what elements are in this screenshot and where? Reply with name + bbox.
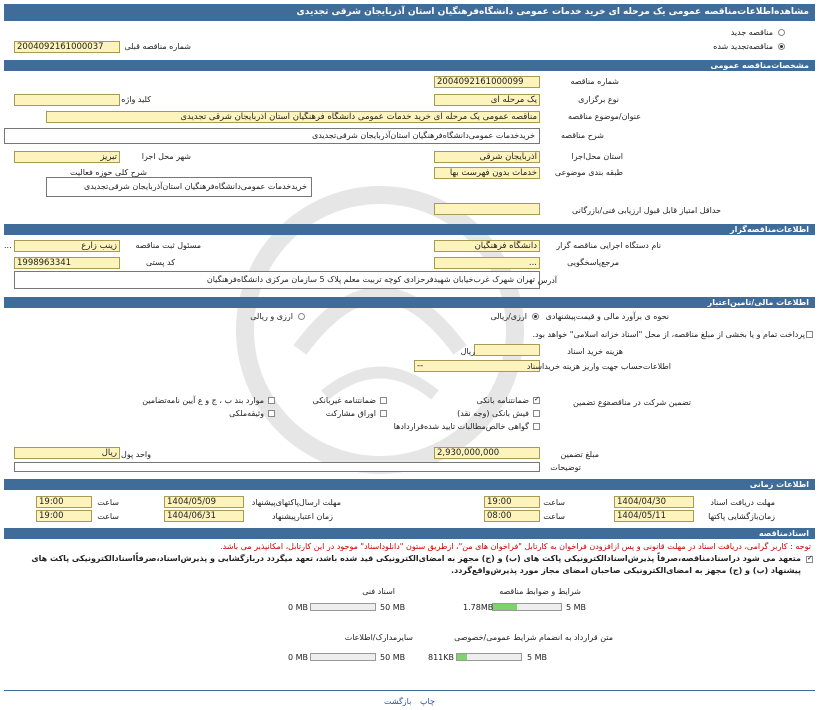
pledge-text: متعهد می شود دراسنادمناقصه،صرفاً پذیرش‌اسنادالکترونیکی پاکت های (ب) و (ج) مجهز به امضای‌الکترونیکی قید شده باشد، تعهد میگردد دربازگشایی و پذیرش‌اسناد،صرفاًاسنادالکترونیکی پاکت های پیشنهاد (ب) و (ج) مجهز به امضای‌الکترونیکی صاحبان امضای مجاز مورد پذیرش‌واقع‌گردد.: [31, 554, 801, 575]
doc4-label: سایرمدارک/اطلاعات: [344, 633, 413, 642]
receive-date-field: 1404/04/30: [614, 496, 694, 508]
doc3-progress: [456, 653, 522, 661]
doc1-max: 5 MB: [566, 603, 587, 612]
fx-radio[interactable]: [298, 313, 305, 320]
financial-section-title: اطلاعات مالی/تامین‌اعتبار: [4, 297, 815, 308]
print-link[interactable]: چاپ: [420, 697, 435, 706]
doc3-label: متن قرارداد به انضمام شرایط عمومی/خصوصی: [454, 633, 613, 642]
prev-tender-number-label: شماره مناقصه قبلی: [124, 42, 191, 51]
organizer-field: دانشگاه فرهنگیان: [434, 240, 540, 252]
back-link[interactable]: بازگشت: [384, 697, 412, 706]
reference-field: ...: [434, 257, 540, 269]
province-label: استان محل‌اجرا: [571, 152, 623, 161]
open-time-label: ساعت: [543, 512, 565, 521]
rial-radio[interactable]: [532, 313, 539, 320]
tender-type-field: یک مرحله ای: [434, 94, 540, 106]
cash-receipt-checkbox[interactable]: [533, 410, 540, 417]
activity-label: شرح کلی حوزه فعالیت: [70, 168, 147, 177]
treasury-checkbox[interactable]: [806, 331, 813, 338]
fx-label: ارزی و ریالی: [250, 312, 293, 321]
activity-box: خریدخدمات عمومی‌دانشگاه‌فرهنگیان استان‌آذربایجان شرقی‌تجدیدی: [46, 177, 312, 197]
responsible-field: زینب زارع: [14, 240, 120, 252]
bonds-label: اوراق مشارکت: [325, 409, 376, 418]
doc1-size: 1.78MB: [463, 603, 494, 612]
tender-number-label: شماره مناقصه: [570, 77, 619, 86]
address-box: تهران شهرک غرب‌خیابان شهیدفرحزادی کوچه تربیت معلم پلاک 5 سازمان مرکزی دانشگاه‌فرهنگیان: [14, 271, 540, 289]
new-tender-radio[interactable]: [778, 29, 785, 36]
nonbank-guarantee-checkbox[interactable]: [380, 397, 387, 404]
other-guarantee-checkbox[interactable]: [268, 397, 275, 404]
property-collateral-label: وثیقه‌ملکی: [229, 409, 264, 418]
doc-cost-field: [474, 344, 540, 356]
doc-cost-label: هزینه خرید اسناد: [567, 347, 623, 356]
prev-tender-number-field: 2004092161000037: [14, 41, 120, 53]
receive-time-field: 19:00: [484, 496, 540, 508]
valid-date-label: زمان اعتبارپیشنهاد: [271, 512, 333, 521]
category-label: طبقه بندی موضوعی: [554, 168, 623, 177]
send-date-label: مهلت ارسال‌پاکتهای‌پیشنهاد: [251, 498, 341, 507]
other-guarantee-label: موارد بند ب ، ج و ع آیین نامەتضامین: [142, 396, 264, 405]
city-label: شهر محل اجرا: [141, 152, 191, 161]
tender-type-label: نوع برگزاری: [578, 95, 619, 104]
open-time-field: 08:00: [484, 510, 540, 522]
category-field: خدمات بدون فهرست بها: [434, 167, 540, 179]
pledge-checkbox[interactable]: [806, 556, 813, 563]
valid-date-field: 1404/06/31: [164, 510, 244, 522]
tender-number-field: 2004092161000099: [434, 76, 540, 88]
general-section-title: مشخصات‌مناقصه عمومی: [4, 60, 815, 71]
footer-divider: [4, 690, 815, 691]
receive-date-label: مهلت دریافت اسناد: [710, 498, 775, 507]
address-label: آدرس: [537, 276, 557, 285]
doc2-max: 50 MB: [380, 603, 406, 612]
guarantee-label: تضمین شرکت در مناقصه:: [603, 398, 691, 407]
send-time-field: 19:00: [36, 496, 92, 508]
new-tender-label: مناقصه جدید: [730, 28, 773, 37]
nonbank-guarantee-label: ضمانتنامه غیربانکی: [312, 396, 376, 405]
responsible-more[interactable]: ...: [4, 241, 12, 250]
doc4-progress: [310, 653, 376, 661]
province-field: آذربایجان شرقی: [434, 151, 540, 163]
doc3-max: 5 MB: [527, 653, 548, 662]
doc4-max: 50 MB: [380, 653, 406, 662]
page-header: مشاهده‌اطلاعات‌مناقصه عمومی یک مرحله ای خرید خدمات عمومی دانشگاه‌فرهنگیان استان آذربایجان شرقی تجدیدی: [4, 4, 815, 21]
postal-code-label: کد پستی: [146, 258, 175, 267]
receive-time-label: ساعت: [543, 498, 565, 507]
city-field: تبریز: [14, 151, 120, 163]
account-field: --: [414, 360, 540, 372]
timing-section-title: اطلاعات زمانی: [4, 479, 815, 490]
doc4-size: 0 MB: [288, 653, 309, 662]
documents-notice: توجه : کاربر گرامی، دریافت اسناد در مهلت قانونی و پس ازافزودن فراخوان به کارتابل "فراخوان های من"، ازطریق ستون "دانلوداسناد" موجود در این کارتابل، امکانپذیر می باشد.: [220, 542, 811, 551]
receivables-checkbox[interactable]: [533, 423, 540, 430]
renewed-tender-label: مناقصه‌تجدید شده: [713, 42, 773, 51]
open-date-field: 1404/05/11: [614, 510, 694, 522]
estimate-label: نحوه ی برآورد مالی و قیمت‌پیشنهادی: [545, 312, 669, 321]
guarantee-amount-field: 2,930,000,000: [434, 447, 540, 459]
bonds-checkbox[interactable]: [380, 410, 387, 417]
keyword-label: کلید واژه: [121, 95, 151, 104]
treasury-label: پرداخت تمام و یا بخشی از مبلغ مناقصه، از محل "اسناد خزانه اسلامی" خواهد بود.: [532, 330, 805, 339]
min-score-field: [434, 203, 540, 215]
renewed-tender-radio[interactable]: [778, 43, 785, 50]
doc2-label: اسناد فنی: [362, 587, 395, 596]
reference-label: مرجع‌پاسخگویی: [567, 258, 619, 267]
doc1-progress: [492, 603, 562, 611]
organizer-label: نام دستگاه اجرایی مناقصه گزار: [556, 241, 661, 250]
currency-unit-label: واحد پول: [121, 450, 151, 459]
bank-guarantee-checkbox[interactable]: [533, 397, 540, 404]
doc2-progress: [310, 603, 376, 611]
rial-label: ارزی/ریالی: [490, 312, 527, 321]
guarantee-amount-label: مبلغ تضمین: [560, 450, 599, 459]
organizer-section-title: اطلاعات‌مناقصه‌گزار: [4, 224, 815, 235]
cash-receipt-label: فیش بانکی (وجه نقد): [457, 409, 529, 418]
subject-field: مناقصه عمومی یک مرحله ای خرید خدمات عمومی دانشگاه فرهنگیان استان آذربایجان شرقی تجدیدی: [46, 111, 540, 123]
receivables-label: گواهی خالص‌مطالبات تایید شده‌قراردادها: [393, 422, 529, 431]
account-label: اطلاعات‌حساب جهت واریز هزینه خریداسناد: [526, 362, 671, 371]
notes-label: توضیحات: [550, 463, 581, 472]
description-box: خریدخدمات عمومی‌دانشگاه‌فرهنگیان استان‌آذربایجان شرقی‌تجدیدی: [4, 128, 540, 144]
doc3-size: 811KB: [428, 653, 455, 662]
responsible-label: مسئول ثبت مناقصه: [135, 241, 201, 250]
currency-unit-field: ریال: [14, 447, 120, 459]
valid-time-label: ساعت: [97, 512, 119, 521]
doc-cost-currency: ریال: [460, 347, 475, 356]
guarantee-type-label: نوع تضمین: [573, 398, 609, 407]
open-date-label: زمان‌بازگشایی پاکتها: [708, 512, 775, 521]
description-label: شرح مناقصه: [560, 131, 604, 140]
keyword-field: [14, 94, 120, 106]
doc2-size: 0 MB: [288, 603, 309, 612]
bank-guarantee-label: ضمانتنامه بانکی: [476, 396, 529, 405]
notes-box: [14, 462, 540, 472]
postal-code-field: 1998963341: [14, 257, 120, 269]
doc1-label: شرایط و ضوابط مناقصه: [499, 587, 581, 596]
min-score-label: حداقل امتیاز قابل قبول ارزیابی فنی/بازرگانی: [572, 206, 721, 215]
property-collateral-checkbox[interactable]: [268, 410, 275, 417]
subject-label: عنوان/موضوع مناقصه: [568, 112, 641, 121]
send-time-label: ساعت: [97, 498, 119, 507]
valid-time-field: 19:00: [36, 510, 92, 522]
documents-section-title: اسنادمناقصه: [4, 528, 815, 539]
send-date-field: 1404/05/09: [164, 496, 244, 508]
